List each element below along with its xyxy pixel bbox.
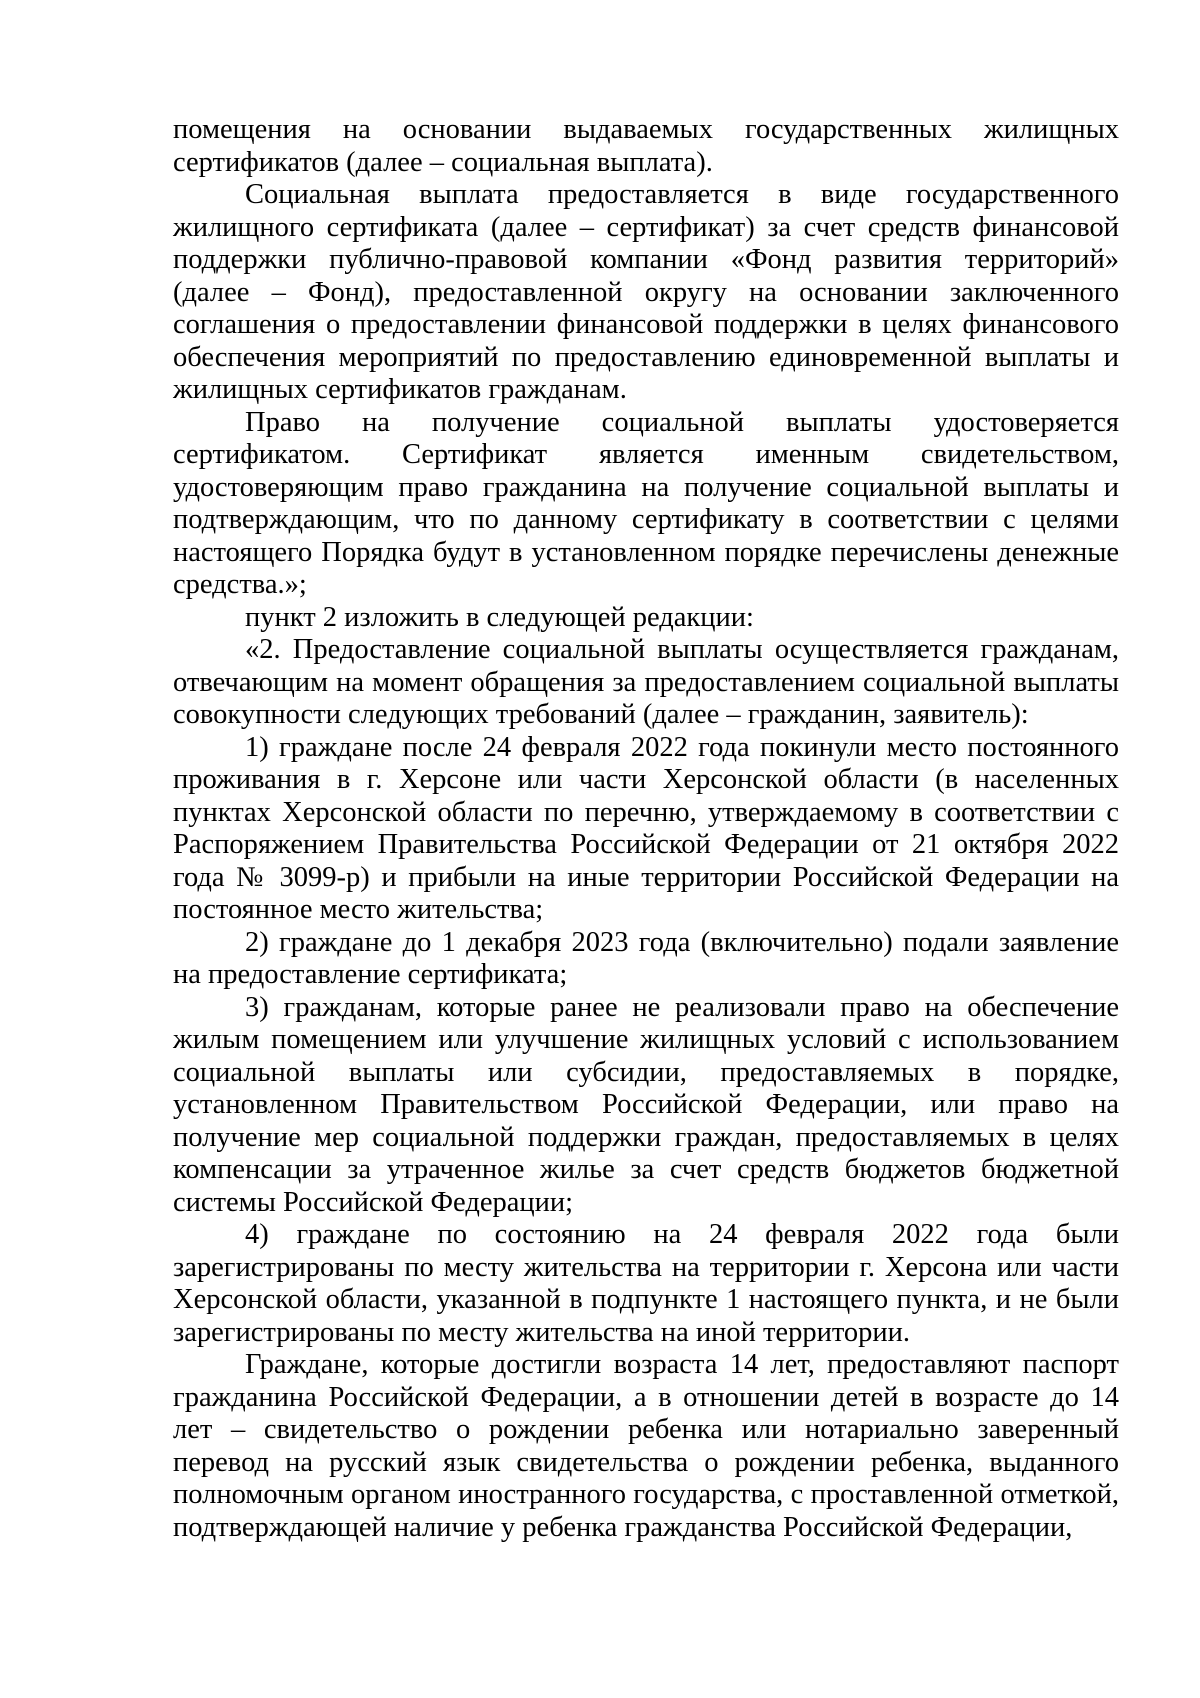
paragraph-item-2-text: «2. Предоставление социальной выплаты осуществляется гражданам, отвечающим на момент обращения за предоставлением социальной выплаты совокупности следующих требований (далее – гражданин, заявитель):	[173, 634, 1119, 730]
list-item-requirement-3: 3) гражданам, которые ранее не реализовали право на обеспечение жилым помещением или улучшение жилищных условий с использованием социальной выплаты или субсидии, предоставляемых в порядке, установленном Правительством Российской Федерации, или право на получение мер социальной поддержки граждан, предоставляемых в целях компенсации за утраченное жилье за счет средств бюджетов бюджетной системы Российской Федерации;	[173, 991, 1119, 1218]
paragraph-continuation: помещения на основании выдаваемых государственных жилищных сертификатов (далее – социальная выплата).	[173, 114, 1119, 178]
list-item-requirement-4: 4) граждане по состоянию на 24 февраля 2022 года были зарегистрированы по месту жительства на территории г. Херсона или части Херсонской области, указанной в подпункте 1 настоящего пункта, и не были зарегистрированы по месту жительства на иной территории.	[173, 1219, 1119, 1348]
list-item-requirement-1: 1) граждане после 24 февраля 2022 года покинули место постоянного проживания в г. Херсоне или части Херсонской области (в населенных пунктах Херсонской области по перечню, утверждаемому в соответствии с Распоряжением Правительства Российской Федерации от 21 октября 2022 года № 3099-р) и прибыли на иные территории Российской Федерации на постоянное место жительства;	[173, 731, 1119, 925]
paragraph-documents: Граждане, которые достигли возраста 14 лет, предоставляют паспорт гражданина Российской Федерации, а в отношении детей в возрасте до 14 лет – свидетельство о рождении ребенка или нотариально заверенный перевод на русский язык свидетельства о рождении ребенка, выданного полномочным органом иностранного государства, с проставленной отметкой, подтверждающей наличие у ребенка гражданства Российской Федерации,	[173, 1349, 1119, 1543]
list-item-requirement-2: 2) граждане до 1 декабря 2023 года (включительно) подали заявление на предоставление сертификата;	[173, 926, 1119, 990]
paragraph-item-2-instruction: пункт 2 изложить в следующей редакции:	[245, 601, 754, 633]
paragraph-right-to-payment: Право на получение социальной выплаты удостоверяется сертификатом. Сертификат является именным свидетельством, удостоверяющим право гражданина на получение социальной выплаты и подтверждающим, что по данному сертификату в соответствии с целями настоящего Порядка будут в установленном порядке перечислены денежные средства.»;	[173, 406, 1119, 600]
document-body	[173, 114, 1119, 1544]
paragraph-social-payment-certificate: Социальная выплата предоставляется в виде государственного жилищного сертификата (далее – сертификат) за счет средств финансовой поддержки публично-правовой компании «Фонд развития территорий» (далее – Фонд), предоставленной округу на основании заключенного соглашения о предоставлении финансовой поддержки в целях финансового обеспечения мероприятий по предоставлению единовременной выплаты и жилищных сертификатов гражданам.	[173, 179, 1119, 405]
